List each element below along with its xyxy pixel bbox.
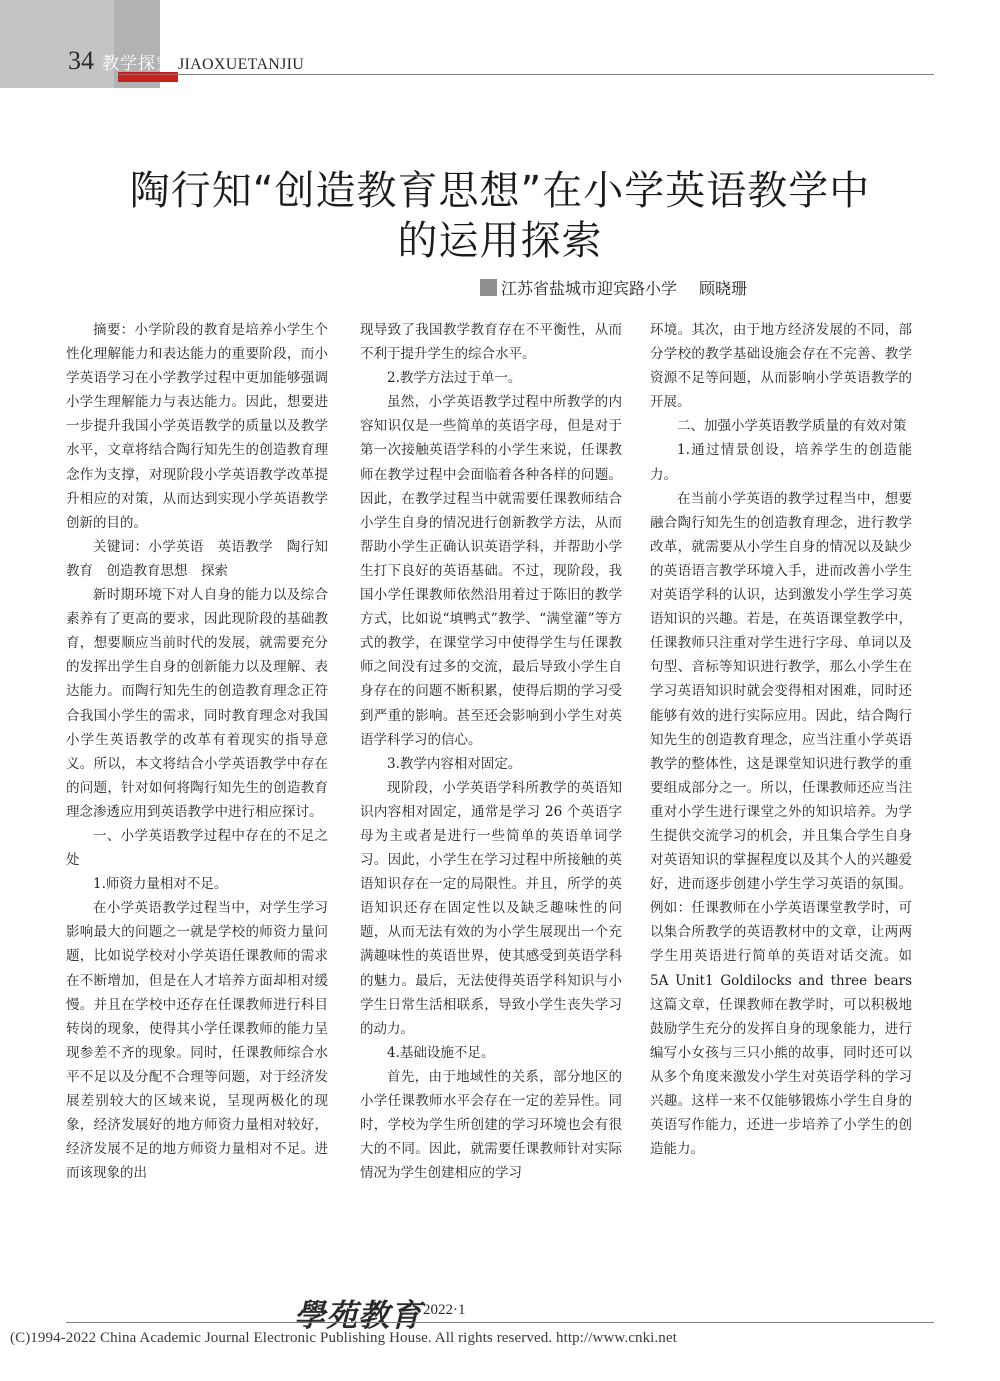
section-heading: 一、小学英语教学过程中存在的不足之处 [66, 827, 328, 869]
footer-rule [66, 1322, 934, 1323]
body-paragraph: 现阶段，小学英语学科所教学的英语知识内容相对固定，通常是学习 26 个英语字母为主或者是进行一些简单的英语单词学习。因此，小学生在学习过程中所接触的英语知识存在一定的局限性。并且，所学的英语知识还存在固定性以及缺乏趣味性的问题，从而无法有效的为小学生展现出一个充满趣味性的英语世界，使其感受到英语学科的魅力。最后，无法使得英语学科知识与小学生日常生活相联系，导致小学生丧失学习的动力。 [360, 779, 622, 1037]
subsection-heading: 3.教学内容相对固定。 [387, 755, 522, 772]
article-title-line-2: 的运用探索 [397, 218, 603, 264]
section-heading: 二、加强小学英语教学质量的有效对策 [677, 418, 907, 435]
text-column-3 [650, 318, 912, 1161]
body-paragraph: 在小学英语教学过程当中，对学生学习影响最大的问题之一就是学校的师资力量问题，比如说学校对小学英语任课教师的需求在不断增加，但是在人才培养方面却相对缓慢。并且在学校中还存在任课教师进行科目转岗的现象，使得其小学任课教师的能力呈现参差不齐的现象。同时，任课教师综合水平不足以及分配不合理等问题，对于经济发展差别较大的区域来说，呈现两极化的现象，经济发展好的地方师资力量相对较好，经济发展不足的地方师资力量相对不足。进而该现象的出 [66, 900, 328, 1182]
body-paragraph: 在当前小学英语的教学过程当中，想要融合陶行知先生的创造教育理念，进行教学改革，就需要从小学生自身的情况以及缺少的英语语言教学环境入手，进而改善小学生对英语学科的认识，达到激发小学生学习英语知识的兴趣。若是，在英语课堂教学中，任课教师只注重对学生进行字母、单词以及句型、音标等知识进行教学，那么小学生在学习英语知识时就会变得相对困难，同时还能够有效的进行实际应用。因此，结合陶行知先生的创造教育理念，应当注重小学英语教学的整体性，这是课堂知识进行教学的重要组成部分之一。所以，任课教师还应当注重对小学生进行课堂之外的知识培养。为学生提供交流学习的机会，并且集合学生自身对英语知识的掌握程度以及其个人的兴趣爱好，进而逐步创建小学生学习英语的氛围。例如：任课教师在小学英语课堂教学时，可以集合所教学的英语教材中的文章，让两两学生用英语进行简单的英语对话交流。如 5A Unit1 Goldilocks and three bears 这篇文章，任课教师在教学时，可以积极地鼓励学生充分的发挥自身的现象能力，进行编写小女孩与三只小熊的故事，同时还可以从多个角度来激发小学生对英语学科的学习兴趣。这样一来不仅能够锻炼小学生自身的英语写作能力，还进一步培养了小学生的创造能力。 [650, 490, 912, 1158]
text-column-2 [360, 318, 622, 1185]
body-paragraph-continued: 环境。其次，由于地方经济发展的不同，部分学校的教学基础设施会存在不完善、教学资源不足等问题，从而影响小学英语教学的开展。 [650, 322, 912, 411]
author-affiliation: 江苏省盐城市迎宾路小学 [501, 278, 678, 298]
running-header [68, 46, 304, 76]
copyright-notice: (C)1994-2022 China Academic Journal Electronic Publishing House. All rights reserved. http://www.cnki.net [10, 1330, 677, 1346]
subsection-heading: 1.通过情景创设，培养学生的创造能力。 [650, 442, 912, 483]
article-title [40, 166, 960, 266]
subsection-heading: 4.基础设施不足。 [387, 1044, 495, 1061]
journal-logo: 學苑教育 [294, 1298, 422, 1334]
abstract-paragraph: 摘要：小学阶段的教育是培养小学生个性化理解能力和表达能力的重要阶段，而小学英语学习在小学教学过程中更加能够强调小学生理解能力与表达能力。因此，想要进一步提升我国小学英语教学的质量以及教学水平，文章将结合陶行知先生的创造教育理念作为支撑，对现阶段小学英语教学改革提升相应的对策，从而达到实现小学英语教学创新的目的。 [66, 322, 328, 531]
issue-number: 2022·1 [423, 1302, 466, 1318]
subsection-heading: 1.师资力量相对不足。 [93, 876, 228, 893]
section-name-en: JIAOXUETANJIU [178, 56, 305, 73]
body-paragraph: 首先，由于地域性的关系，部分地区的小学任课教师水平会存在一定的差异性。同时，学校为学生所创建的学习环境也会有很大的不同。因此，就需要任课教师针对实际情况为学生创建相应的学习 [360, 1068, 622, 1182]
byline-square-icon [480, 279, 497, 296]
section-name-cn: 教学探究 [102, 54, 174, 74]
subsection-heading: 2.教学方法过于单一。 [387, 370, 522, 387]
body-paragraph: 新时期环境下对人自身的能力以及综合素养有了更高的要求，因此现阶段的基础教育，想要顺应当前时代的发展，就需要充分的发挥出学生自身的创新能力以及理解、表达能力。而陶行知先生的创造教育理念正符合我国小学生的需求，同时教育理念对我国小学生英语教学的改革有着现实的指导意义。所以，本文将结合小学英语教学中存在的问题，针对如何将陶行知先生的创造教育理念渗透应用到英语教学中进行相应探讨。 [66, 587, 328, 820]
body-paragraph: 虽然，小学英语教学过程中所教学的内容知识仅是一些简单的英语字母，但是对于第一次接触英语学科的小学生来说，任课教师在教学过程中会面临着各种各样的问题。因此，在教学过程当中就需要任课教师结合小学生自身的情况进行创新教学方法，从而帮助小学生正确认识英语学科，并帮助小学生打下良好的英语基础。不过，现阶段，我国小学任课教师依然沿用着过于陈旧的教学方式，比如说“填鸭式”教学、“满堂灌”等方式的教学，在课堂学习中使得学生与任课教师之间没有过多的交流，最后导致小学生自身存在的问题不断积累，使得后期的学习受到严重的影响。甚至还会影响到小学生对英语学科学习的信心。 [360, 394, 622, 748]
body-paragraph-continued: 现导致了我国教学教育存在不平衡性，从而不利于提升学生的综合水平。 [360, 322, 622, 363]
page-number: 34 [68, 46, 94, 75]
byline [480, 276, 747, 298]
keywords-paragraph: 关键词：小学英语 英语教学 陶行知教育 创造教育思想 探索 [66, 538, 328, 579]
author-name: 顾晓珊 [699, 278, 748, 298]
text-column-1 [66, 318, 328, 1185]
article-title-line-1: 陶行知“创造教育思想”在小学英语教学中 [129, 168, 871, 214]
